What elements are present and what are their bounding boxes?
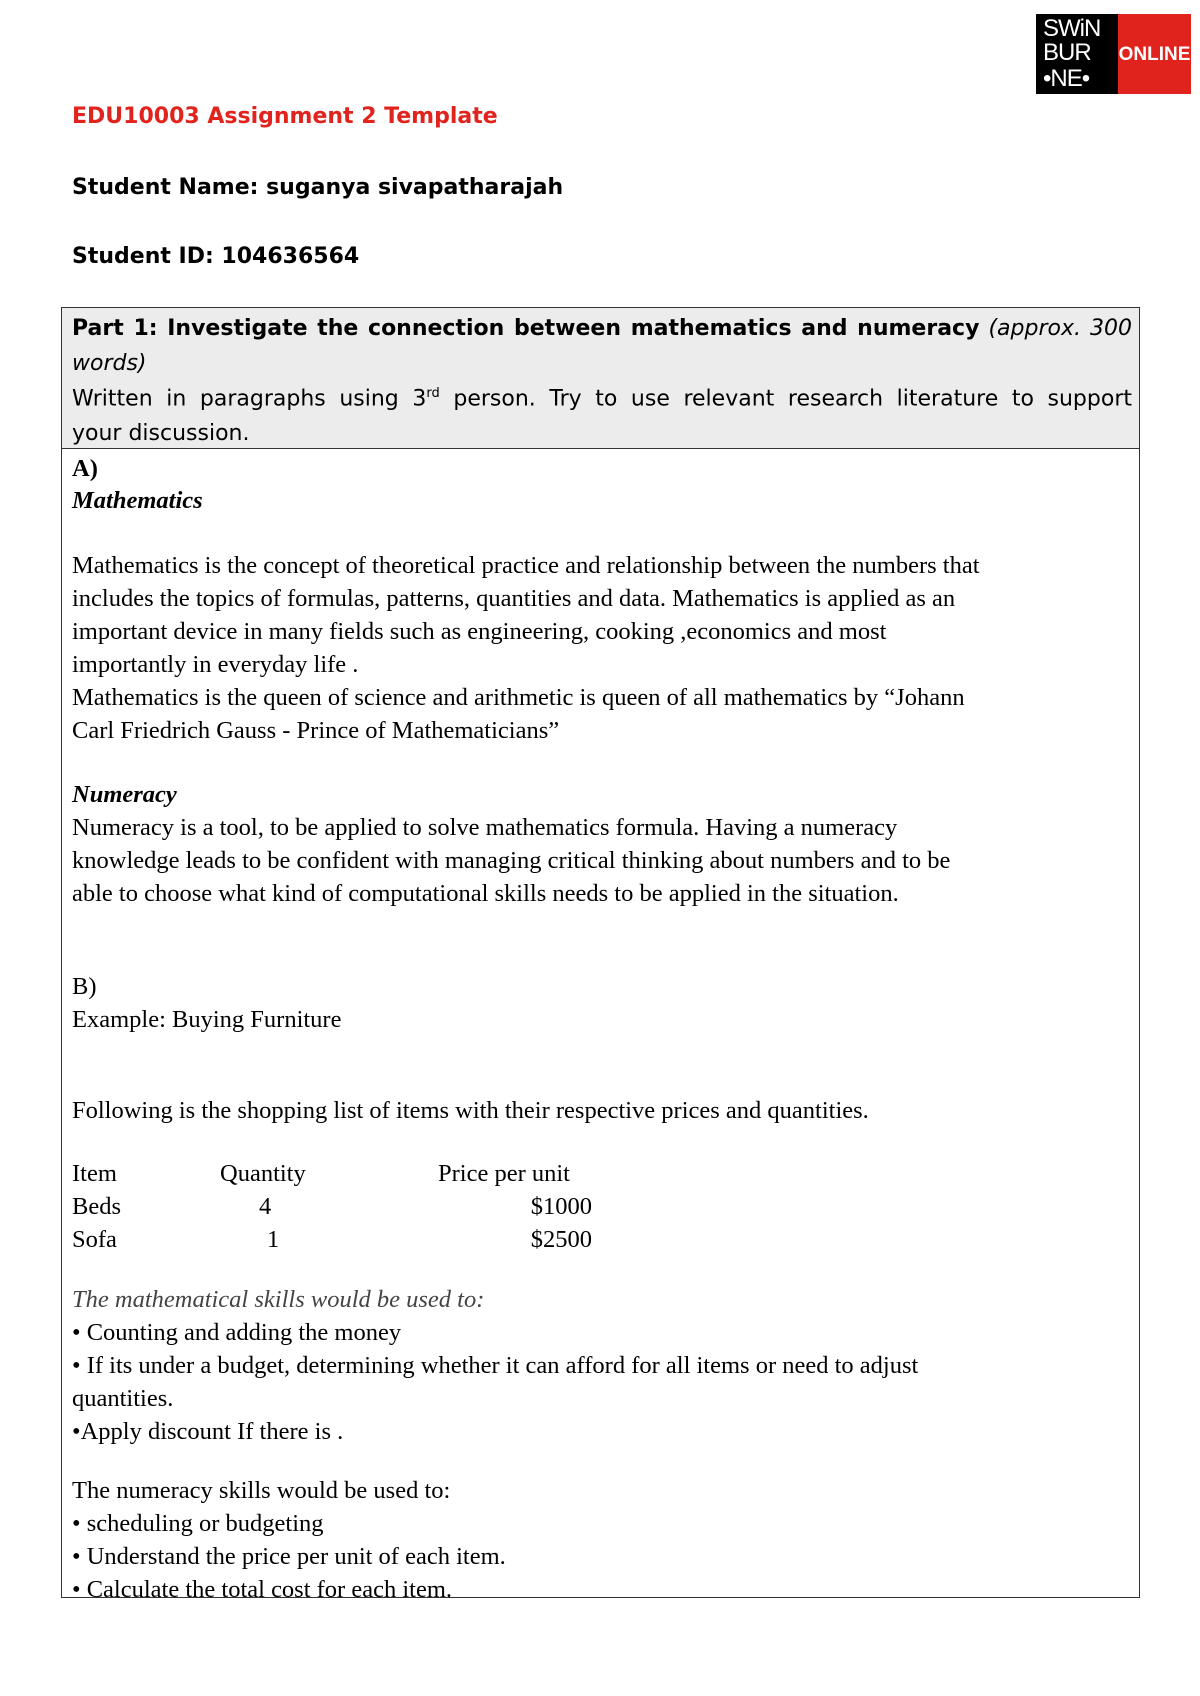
- part1-instruction-sup: rd: [426, 386, 440, 401]
- table-cell-item: Sofa: [72, 1226, 117, 1253]
- math-skill-item: • If its under a budget, determining whether it can afford for all items or need to adjust: [72, 1352, 919, 1379]
- shopping-list-intro: Following is the shopping list of items with their respective prices and quantities.: [72, 1097, 869, 1124]
- part1-instruction-b: person. Try to use relevant research literature to support: [439, 386, 1132, 412]
- numeracy-skills-heading: The numeracy skills would be used to:: [72, 1477, 451, 1504]
- table-cell-quantity: 4: [259, 1193, 272, 1220]
- part1-word-count-note: (approx. 300: [988, 316, 1133, 341]
- section-b-label: B): [72, 973, 97, 1000]
- mathematics-heading: Mathematics: [72, 487, 203, 514]
- logo-text-line2: BUR: [1043, 39, 1091, 66]
- swinburne-online-logo: [1036, 14, 1191, 94]
- numeracy-skill-item: • Calculate the total cost for each item.: [72, 1576, 453, 1603]
- table-header-item: Item: [72, 1160, 117, 1187]
- table-header-quantity: Quantity: [220, 1160, 306, 1187]
- math-text-line: important device in many fields such as engineering, cooking ,economics and most: [72, 618, 887, 645]
- numeracy-skill-item: • scheduling or budgeting: [72, 1510, 324, 1537]
- math-text-line: includes the topics of formulas, patterns, quantities and data. Mathematics is applied as an: [72, 585, 956, 612]
- numeracy-text-line: able to choose what kind of computational skills needs to be applied in the situation.: [72, 880, 899, 907]
- table-cell-item: Beds: [72, 1193, 121, 1220]
- part1-word-count-note-cont: words): [72, 351, 147, 376]
- logo-text-line1: SWiN: [1043, 15, 1101, 42]
- logo-text-line3: •NE•: [1043, 65, 1090, 92]
- math-text-line: importantly in everyday life .: [72, 651, 359, 678]
- example-title: Example: Buying Furniture: [72, 1006, 342, 1033]
- table-cell-quantity: 1: [267, 1226, 280, 1253]
- part1-instruction-line1: [72, 386, 1132, 411]
- numeracy-text-line: knowledge leads to be confident with managing critical thinking about numbers and to be: [72, 847, 951, 874]
- logo-online-text: ONLINE: [1118, 44, 1191, 65]
- numeracy-text-line: Numeracy is a tool, to be applied to solve mathematics formula. Having a numeracy: [72, 814, 898, 841]
- part1-heading: Part 1: Investigate the connection between mathematics and numeracy: [72, 316, 980, 341]
- part1-instruction-a: Written in paragraphs using 3: [72, 386, 427, 412]
- numeracy-heading: Numeracy: [72, 781, 177, 808]
- part1-table: [61, 307, 1140, 1598]
- student-id: Student ID: 104636564: [72, 244, 360, 269]
- table-cell-price: $1000: [530, 1193, 592, 1220]
- math-skill-item: •Apply discount If there is .: [72, 1418, 344, 1445]
- section-a-label: A): [72, 455, 98, 482]
- part1-heading-line1: [72, 316, 1132, 341]
- document-title: EDU10003 Assignment 2 Template: [72, 104, 498, 129]
- math-text-line: Mathematics is the queen of science and arithmetic is queen of all mathematics by “Johann: [72, 684, 965, 711]
- math-skill-item: • Counting and adding the money: [72, 1319, 402, 1346]
- math-skills-heading: The mathematical skills would be used to:: [72, 1286, 485, 1313]
- math-text-line: Carl Friedrich Gauss - Prince of Mathematicians”: [72, 717, 560, 744]
- numeracy-skill-item: • Understand the price per unit of each item.: [72, 1543, 506, 1570]
- table-header-price: Price per unit: [438, 1160, 570, 1187]
- math-skill-item: quantities.: [72, 1385, 174, 1412]
- table-cell-price: $2500: [530, 1226, 592, 1253]
- math-text-line: Mathematics is the concept of theoretical practice and relationship between the numbers that: [72, 552, 980, 579]
- part1-instruction-line2: your discussion.: [72, 421, 250, 446]
- student-name: Student Name: suganya sivapatharajah: [72, 175, 564, 200]
